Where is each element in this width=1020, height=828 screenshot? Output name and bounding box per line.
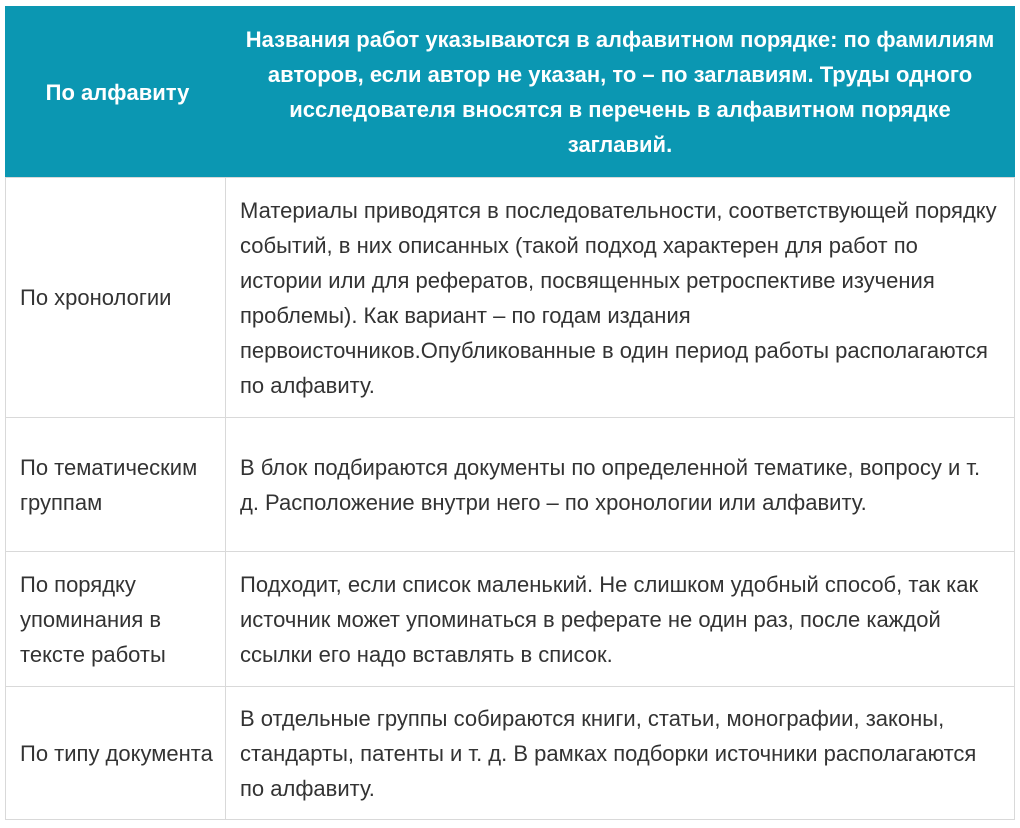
description-text: В блок подбираются документы по определенной тематике, вопросу и т. д. Расположение внутри него – по хронологии или алфавиту. (240, 454, 981, 515)
header-description-cell (226, 7, 1015, 178)
description-cell (226, 552, 1015, 687)
description-text: В отдельные группы собираются книги, статьи, монографии, законы, стандарты, патенты и т. д. В рамках подборки источники располагаются по алфавиту. (240, 705, 977, 801)
header-method-text: По алфавиту (45, 79, 190, 105)
method-text: По тематическим группам (20, 454, 198, 515)
description-cell (226, 687, 1015, 820)
table-row (6, 552, 1015, 687)
method-cell (6, 552, 226, 687)
method-text: По хронологии (20, 285, 172, 310)
method-text: По порядку упоминания в тексте работы (20, 571, 166, 667)
sort-methods-table (5, 6, 1015, 820)
header-description-text: Названия работ указываются в алфавитном порядке: по фамилиям авторов, если автор не указан, то – по заглавиям. Труды одного исследователя вносятся в перечень в алфавитном порядке заглавий. (245, 27, 995, 157)
method-cell (6, 418, 226, 552)
method-cell (6, 178, 226, 418)
table-row (6, 687, 1015, 820)
description-text: Подходит, если список маленький. Не слишком удобный способ, так как источник может упоминаться в реферате не один раз, после каждой ссылки его надо вставлять в список. (240, 571, 979, 667)
table-header-row (6, 7, 1015, 178)
description-text: Материалы приводятся в последовательности, соответствующей порядку событий, в них описанных (такой подход характерен для работ по истории или для рефератов, посвященных ретроспективе изучения проблемы). Как вариант – по годам издания первоисточников.Опубликованные в один период работы располагаются по алфавиту. (240, 197, 997, 398)
table-row (6, 178, 1015, 418)
table-row (6, 418, 1015, 552)
method-cell (6, 687, 226, 820)
description-cell (226, 418, 1015, 552)
method-text: По типу документа (20, 740, 213, 766)
description-cell (226, 178, 1015, 418)
header-method-cell (6, 7, 226, 178)
